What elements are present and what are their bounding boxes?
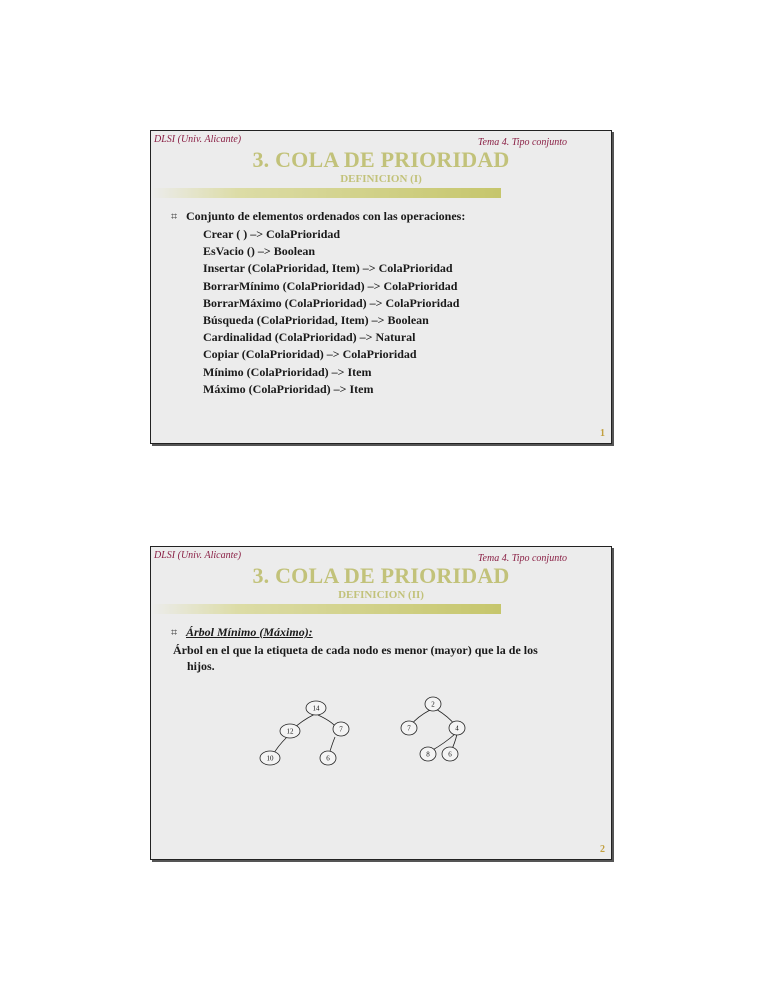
bullet-intro bbox=[171, 209, 465, 224]
node-label: 7 bbox=[339, 725, 343, 734]
title-bar bbox=[151, 188, 501, 198]
slide-subtitle: DEFINICION (I) bbox=[340, 173, 422, 185]
node-label: 2 bbox=[431, 700, 435, 709]
edge bbox=[318, 715, 336, 727]
node-label: 14 bbox=[312, 704, 320, 713]
list-item: Búsqueda (ColaPrioridad, Item) –> Boolean bbox=[203, 313, 429, 328]
list-item: Copiar (ColaPrioridad) –> ColaPrioridad bbox=[203, 347, 417, 362]
page-number: 2 bbox=[600, 844, 605, 855]
slide-1 bbox=[150, 130, 612, 444]
list-item: Mínimo (ColaPrioridad) –> Item bbox=[203, 364, 372, 379]
list-item: EsVacio () –> Boolean bbox=[203, 244, 316, 259]
operations-list bbox=[203, 226, 459, 398]
bullet-icon: ⌗ bbox=[171, 627, 178, 639]
slide-subtitle: DEFINICION (II) bbox=[338, 589, 424, 601]
list-item: BorrarMínimo (ColaPrioridad) –> ColaPrioridad bbox=[203, 278, 458, 293]
list-item: Crear ( ) –> ColaPrioridad bbox=[203, 227, 341, 241]
node-label: 7 bbox=[407, 724, 411, 733]
bullet-heading: Árbol Mínimo (Máximo): bbox=[186, 625, 313, 639]
node-label: 6 bbox=[326, 754, 330, 763]
page-number: 1 bbox=[600, 428, 605, 439]
slide-title: 3. COLA DE PRIORIDAD bbox=[252, 147, 510, 172]
node-label: 8 bbox=[426, 750, 430, 759]
node-label: 10 bbox=[266, 754, 274, 763]
node-label: 6 bbox=[448, 750, 452, 759]
header-left: DLSI (Univ. Alicante) bbox=[154, 134, 242, 145]
node-label: 12 bbox=[286, 727, 294, 736]
header-right: Tema 4. Tipo conjunto bbox=[477, 553, 567, 564]
intro-text: Conjunto de elementos ordenados con las operaciones: bbox=[186, 209, 466, 223]
slide-title: 3. COLA DE PRIORIDAD bbox=[252, 563, 510, 588]
definition-line-2: hijos. bbox=[187, 659, 215, 673]
node-label: 4 bbox=[455, 724, 459, 733]
list-item: Insertar (ColaPrioridad, Item) –> ColaPrioridad bbox=[203, 261, 453, 276]
definition-line-1: Árbol en el que la etiqueta de cada nodo es menor (mayor) que la de los bbox=[173, 643, 538, 657]
trees-diagram bbox=[151, 547, 611, 859]
header-left: DLSI (Univ. Alicante) bbox=[154, 550, 242, 561]
bullet-icon: ⌗ bbox=[171, 211, 178, 223]
list-item: Máximo (ColaPrioridad) –> Item bbox=[203, 381, 374, 396]
list-item: BorrarMáximo (ColaPrioridad) –> ColaPrioridad bbox=[203, 295, 460, 310]
slide-2 bbox=[150, 546, 612, 860]
header-right: Tema 4. Tipo conjunto bbox=[477, 137, 567, 148]
list-item: Cardinalidad (ColaPrioridad) –> Natural bbox=[203, 330, 416, 345]
